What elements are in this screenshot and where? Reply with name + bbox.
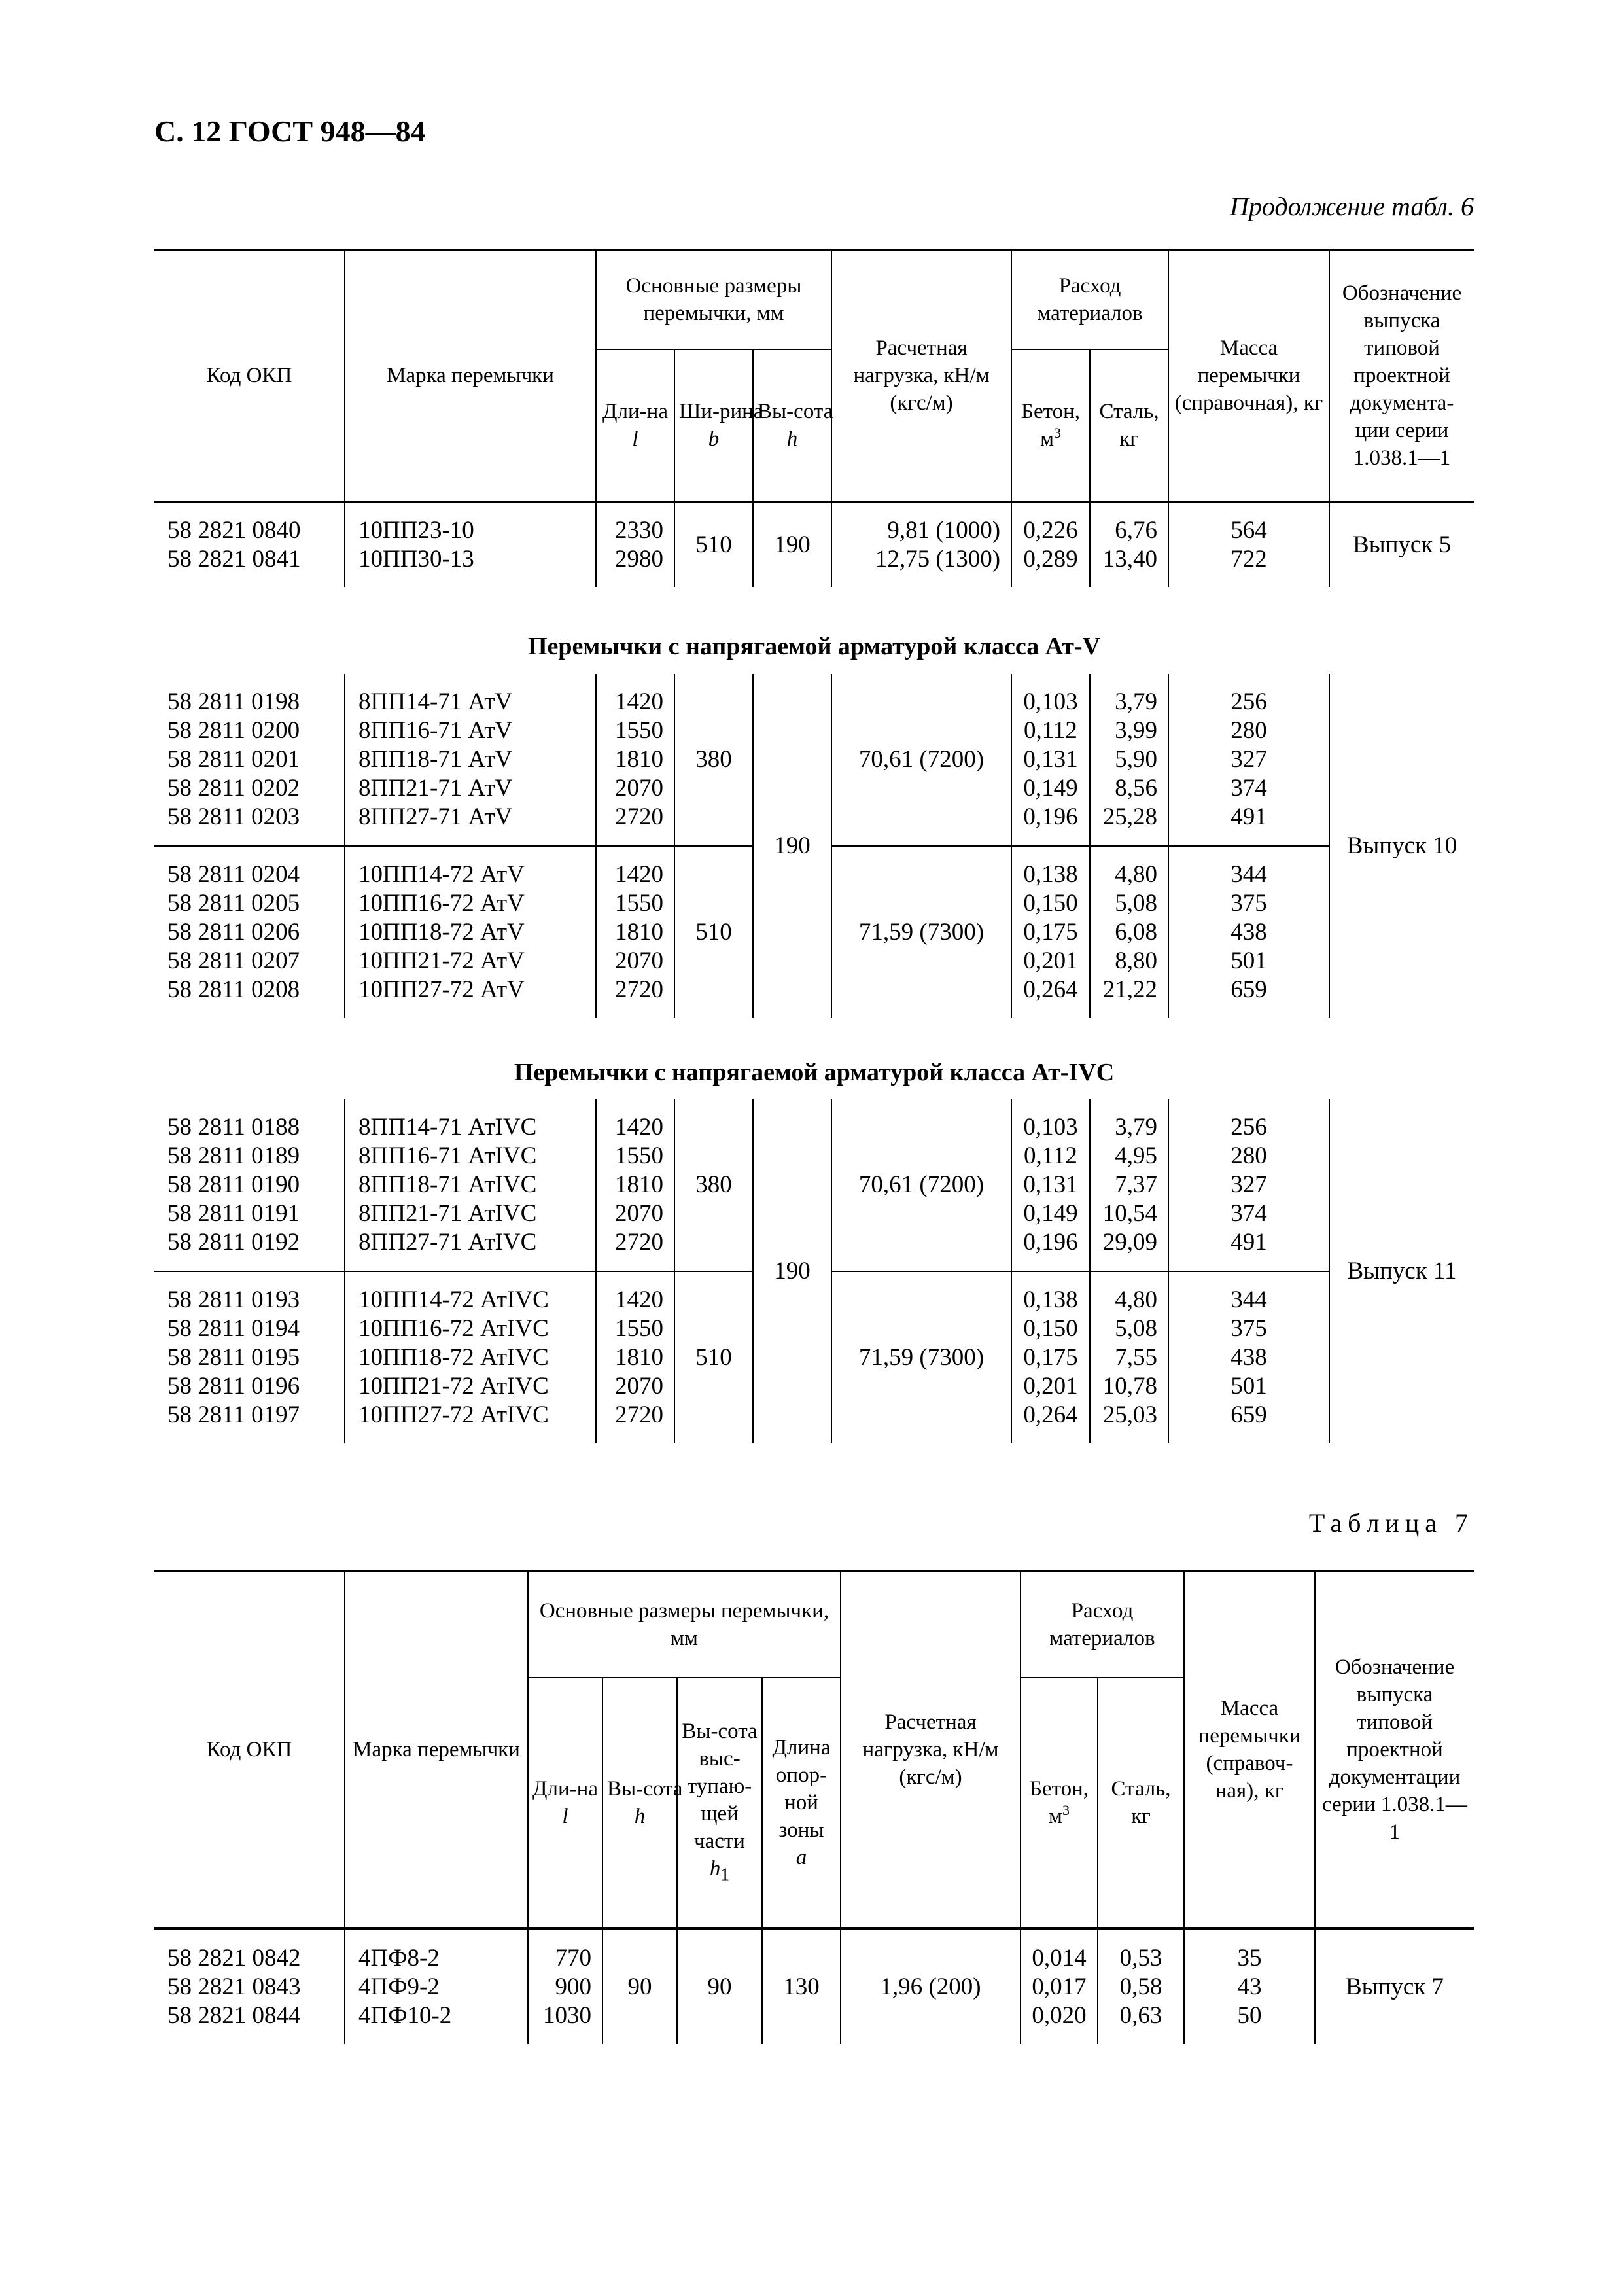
width-cell: 380 [674, 674, 753, 846]
concrete-cell: 0,103 0,112 0,131 0,149 0,196 [1011, 1099, 1090, 1271]
release-cell: Выпуск 10 [1329, 674, 1474, 1018]
header-width: Ши-рина b [674, 349, 753, 502]
concrete-cell: 0,014 0,017 0,020 [1021, 1928, 1098, 2044]
mass-cell: 35 43 50 [1184, 1928, 1315, 2044]
mass-cell: 564 722 [1168, 502, 1329, 587]
steel-cell: 0,53 0,58 0,63 [1098, 1928, 1184, 2044]
projecting-height-cell: 90 [677, 1928, 762, 2044]
steel-cell: 3,79 4,95 7,37 10,54 29,09 [1090, 1099, 1168, 1271]
length-cell: 1420 1550 1810 2070 2720 [596, 846, 674, 1018]
header-designation: Обозначение выпуска типовой проектной документа-ции серии 1.038.1—1 [1329, 250, 1474, 503]
mark-cell: 4ПФ8-2 4ПФ9-2 4ПФ10-2 [345, 1928, 528, 2044]
header-mark: Марка перемычки [345, 250, 596, 503]
okp-cell: 58 2811 0193 58 2811 0194 58 2811 0195 58 2811 0196 58 2811 0197 [167, 1286, 300, 1428]
length-cell: 1420 1550 1810 2070 2720 [596, 1271, 674, 1443]
concrete-cell: 0,138 0,150 0,175 0,201 0,264 [1011, 846, 1090, 1018]
okp-cell: 58 2811 0198 58 2811 0200 58 2811 0201 58 2811 0202 58 2811 0203 [154, 674, 345, 846]
section-caption-ativc: Перемычки с напрягаемой арматурой класса Ат-IVC [514, 1059, 1115, 1086]
mass-cell: 256 280 327 374 491 [1168, 674, 1329, 846]
height-cell: 190 [753, 674, 831, 1018]
load-cell: 9,81 (1000) 12,75 (1300) [831, 502, 1011, 587]
header-okp: Код ОКП [154, 250, 345, 503]
length-cell: 1420 1550 1810 2070 2720 [596, 1099, 674, 1271]
release-cell: Выпуск 11 [1329, 1099, 1474, 1443]
table6-section-ativc [154, 1099, 1474, 1443]
header-support-length: Длина опор-ной зоны a [762, 1678, 841, 1928]
release-cell: Выпуск 5 [1329, 502, 1474, 587]
header-materials-group: Расход материалов [1011, 250, 1168, 350]
header-height: Вы-сота h [753, 349, 831, 502]
support-length-cell: 130 [762, 1928, 841, 2044]
header-steel: Сталь, кг [1098, 1678, 1184, 1928]
height-cell: 190 [753, 1099, 831, 1443]
header-dims-group: Основные размеры перемычки, мм [596, 250, 831, 350]
width-cell: 510 [674, 1271, 753, 1443]
mark-cell: 8ПП14-71 АтIVC 8ПП16-71 АтIVC 8ПП18-71 АтIVC 8ПП21-71 АтIVC 8ПП27-71 АтIVC [345, 1099, 596, 1271]
header-length: Дли-на l [528, 1678, 602, 1928]
okp-cell: 58 2811 0188 58 2811 0189 58 2811 0190 58 2811 0191 58 2811 0192 [154, 1099, 345, 1271]
table6-section-atv [154, 674, 1474, 1018]
page-header: С. 12 ГОСТ 948—84 [154, 115, 426, 148]
steel-cell: 4,80 5,08 6,08 8,80 21,22 [1090, 846, 1168, 1018]
width-cell: 510 [674, 846, 753, 1018]
header-projecting-height: Вы-сота выс-тупаю-щей части $h_1$ [677, 1678, 762, 1928]
header-mass: Масса перемычки (справочная), кг [1168, 250, 1329, 503]
concrete-cell: 0,138 0,150 0,175 0,201 0,264 [1011, 1271, 1090, 1443]
okp-cell: 58 2821 0840 58 2821 0841 [167, 517, 301, 573]
load-cell: 71,59 (7300) [831, 1271, 1011, 1443]
steel-cell: 4,80 5,08 7,55 10,78 25,03 [1090, 1271, 1168, 1443]
header-mark: Марка перемычки [345, 1572, 528, 1929]
header-height: Вы-сота h [602, 1678, 677, 1928]
table7 [154, 1570, 1474, 2044]
header-concrete: Бетон, $м^3$ [1011, 349, 1090, 502]
width-cell: 510 [674, 502, 753, 587]
section-caption-atv: Перемычки с напрягаемой арматурой класса Ат-V [527, 633, 1101, 660]
mass-cell: 256 280 327 374 491 [1168, 1099, 1329, 1271]
mark-cell: 10ПП23-10 10ПП30-13 [345, 502, 596, 587]
length-cell: 2330 2980 [596, 502, 674, 587]
steel-cell: 6,76 13,40 [1090, 502, 1168, 587]
load-cell: 70,61 (7200) [831, 1099, 1011, 1271]
mark-cell: 8ПП14-71 АтV 8ПП16-71 АтV 8ПП18-71 АтV 8ПП21-71 АтV 8ПП27-71 АтV [345, 674, 596, 846]
okp-cell: 58 2821 0842 58 2821 0843 58 2821 0844 [167, 1944, 301, 2029]
length-cell: 770 900 1030 [528, 1928, 602, 2044]
release-cell: Выпуск 7 [1315, 1928, 1474, 2044]
header-length: Дли-на l [596, 349, 674, 502]
header-designation: Обозначение выпуска типовой проектной документации серии 1.038.1—1 [1315, 1572, 1474, 1929]
header-concrete: Бетон, $м^3$ [1021, 1678, 1098, 1928]
height-cell: 190 [753, 502, 831, 587]
steel-cell: 3,79 3,99 5,90 8,56 25,28 [1090, 674, 1168, 846]
header-load: Расчетная нагрузка, кН/м (кгс/м) [831, 250, 1011, 503]
load-cell: 1,96 (200) [841, 1928, 1021, 2044]
length-cell: 1420 1550 1810 2070 2720 [596, 674, 674, 846]
mass-cell: 344 375 438 501 659 [1168, 846, 1329, 1018]
table6-header-and-group-a [154, 249, 1474, 587]
load-cell: 71,59 (7300) [831, 846, 1011, 1018]
concrete-cell: 0,103 0,112 0,131 0,149 0,196 [1011, 674, 1090, 846]
header-dims-group: Основные размеры перемычки, мм [528, 1572, 841, 1678]
continuation-note: Продолжение табл. 6 [1229, 192, 1474, 221]
width-cell: 380 [674, 1099, 753, 1271]
height-cell: 90 [602, 1928, 677, 2044]
mark-cell: 10ПП14-72 АтIVC 10ПП16-72 АтIVC 10ПП18-72 АтIVC 10ПП21-72 АтIVC 10ПП27-72 АтIVC [345, 1271, 596, 1443]
mark-cell: 10ПП14-72 АтV 10ПП16-72 АтV 10ПП18-72 АтV 10ПП21-72 АтV 10ПП27-72 АтV [345, 846, 596, 1018]
concrete-cell: 0,226 0,289 [1011, 502, 1090, 587]
okp-cell: 58 2811 0204 58 2811 0205 58 2811 0206 58 2811 0207 58 2811 0208 [167, 861, 300, 1003]
header-load: Расчетная нагрузка, кН/м (кгс/м) [841, 1572, 1021, 1929]
header-materials-group: Расход материалов [1021, 1572, 1184, 1678]
header-mass: Масса перемычки (справоч-ная), кг [1184, 1572, 1315, 1929]
header-okp: Код ОКП [154, 1572, 345, 1929]
load-cell: 70,61 (7200) [831, 674, 1011, 846]
header-steel: Сталь, кг [1090, 349, 1168, 502]
table7-label: Таблица 7 [1308, 1508, 1474, 1538]
mass-cell: 344 375 438 501 659 [1168, 1271, 1329, 1443]
